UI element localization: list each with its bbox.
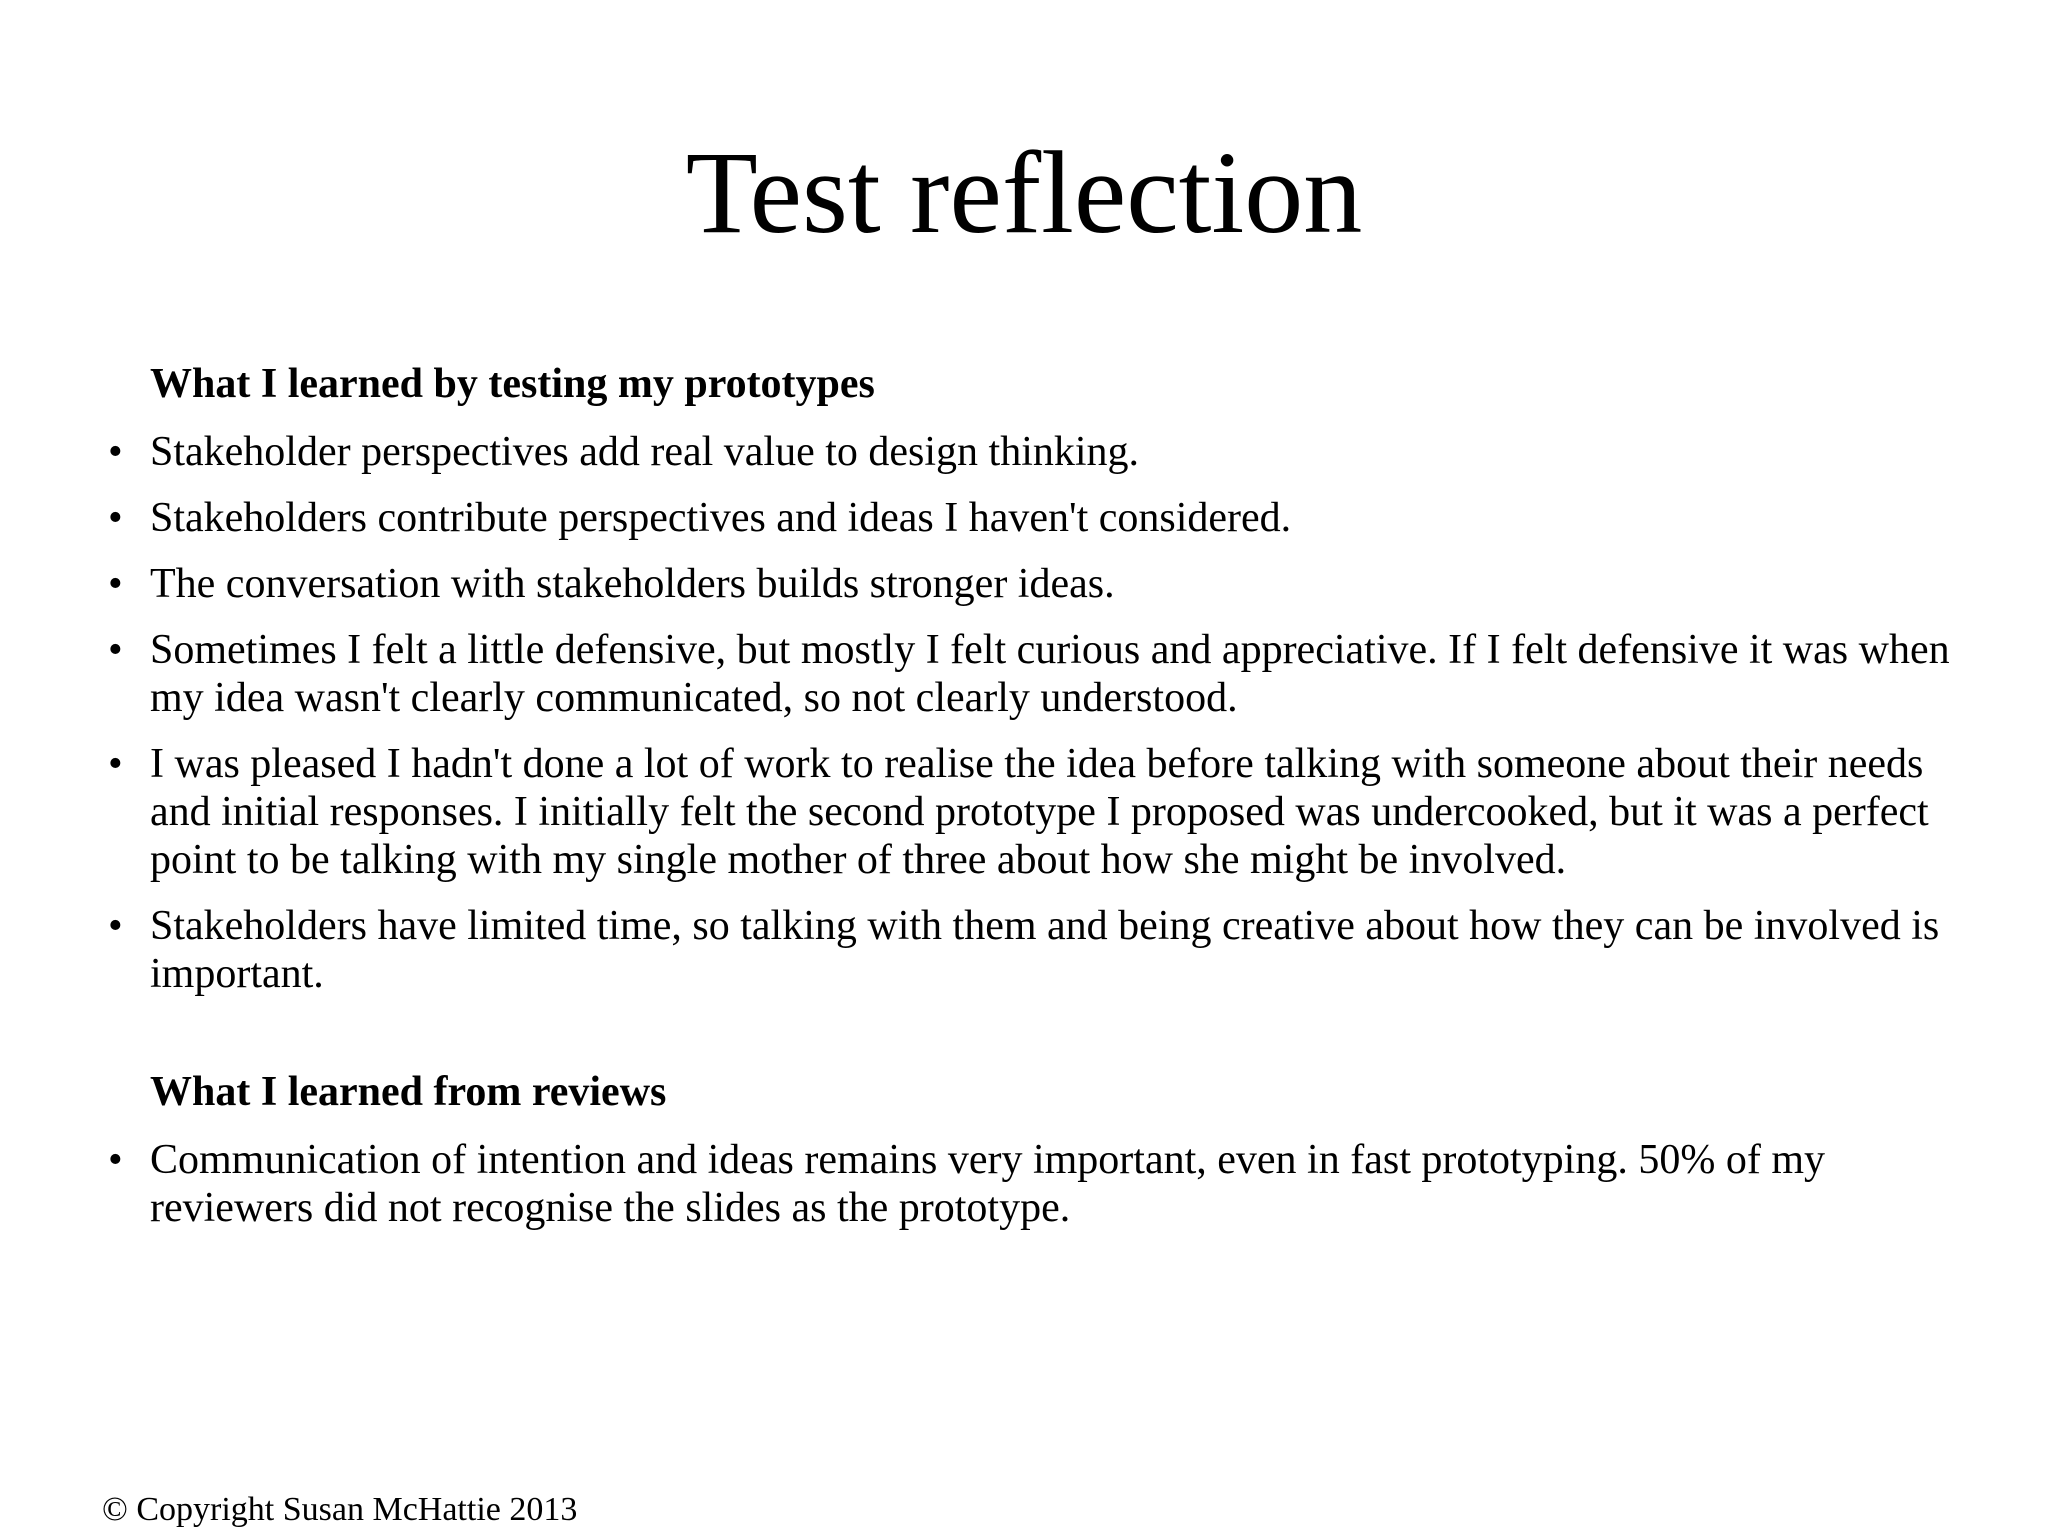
list-item [100,902,1960,998]
bullet-text: Sometimes I felt a little defensive, but mostly I felt curious and appreciative. If I felt defensive it was when my idea wasn't clearly communicated, so not clearly understood. [150,627,1950,721]
list-item [100,560,1960,608]
list-item [100,626,1960,722]
list-item [100,740,1960,884]
bullet-list-reviews [100,1136,1960,1232]
bullet-text: Stakeholders contribute perspectives and ideas I haven't considered. [150,495,1292,541]
bullet-icon: • [108,495,123,541]
copyright-notice: © Copyright Susan McHattie 2013 [102,1491,578,1528]
bullet-list-testing [100,428,1960,998]
bullet-icon: • [108,741,123,787]
slide-content [100,360,1960,1250]
bullet-text: The conversation with stakeholders builds stronger ideas. [150,561,1115,607]
bullet-text: Communication of intention and ideas remains very important, even in fast prototyping. 50% of my reviewers did not recognise the slides as the prototype. [150,1137,1825,1231]
bullet-icon: • [108,561,123,607]
section-heading-reviews: What I learned from reviews [150,1069,667,1115]
slide-title: Test reflection [685,127,1363,258]
list-item [100,494,1960,542]
list-item [100,1136,1960,1232]
bullet-icon: • [108,903,123,949]
bullet-text: I was pleased I hadn't done a lot of work to realise the idea before talking with someone about their needs and initial responses. I initially felt the second prototype I proposed was undercooked, but it was a perfect point to be talking with my single mother of three about how she might be involved. [150,741,1929,883]
section-reviews [100,1068,1960,1232]
section-heading-testing: What I learned by testing my prototypes [150,361,875,407]
bullet-icon: • [108,1137,123,1183]
bullet-icon: • [108,429,123,475]
bullet-text: Stakeholder perspectives add real value to design thinking. [150,429,1140,475]
bullet-icon: • [108,627,123,673]
list-item [100,428,1960,476]
bullet-text: Stakeholders have limited time, so talking with them and being creative about how they can be involved is important. [150,903,1940,997]
section-testing [100,360,1960,998]
